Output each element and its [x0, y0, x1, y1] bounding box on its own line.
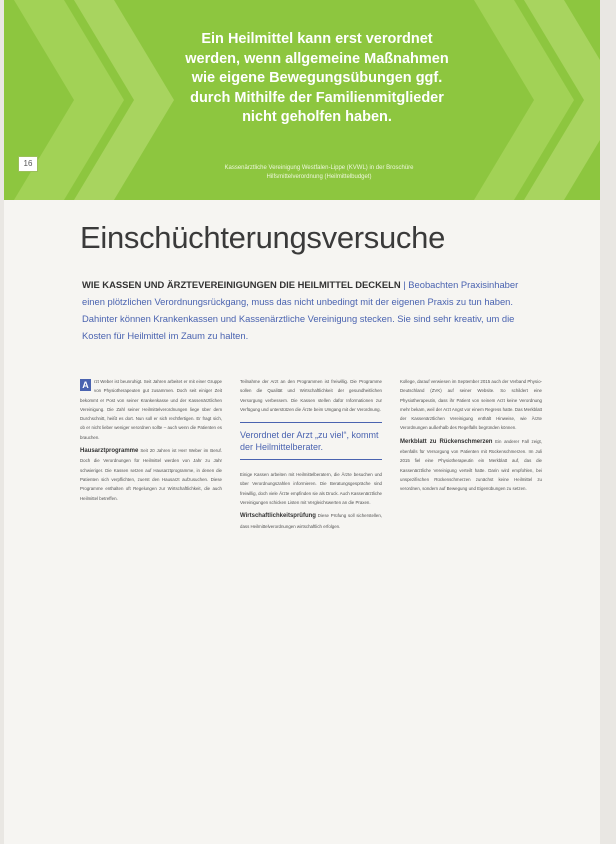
magazine-page	[4, 0, 600, 844]
col1-subheading: Hausarztprogramme	[80, 448, 139, 455]
col3-paragraph-1: Kollege, darauf verwiesen im September 2015 auch der Verband Physio-Deutschland (ZVK) auf seiner Website. So schildert eine Physiotherapeutin, dass ihr Patient von seinem Arzt keine Verordnung mehr bekam, weil der Arzt Angst vor einem Regress hatte. Das Merkblatt der Kassenärztlichen Vereinigung enthält Hinweise, wie Ärzte Verordnungen außerhalb des Regelfalls begründen können.	[400, 379, 542, 431]
col2-text-3: Diese Prüfung soll sicherstellen, dass Heilmittelverordnungen wirtschaftlich erfolgen.	[240, 513, 382, 529]
intro-separator: |	[400, 279, 409, 290]
col1-paragraph-2	[80, 446, 222, 503]
pull-quote: Verordnet der Arzt „zu viel“, kommt der Heilmittelberater.	[240, 422, 382, 460]
quote-banner	[4, 0, 600, 200]
intro-body: Beobachten Praxisinhaber einen plötzlichen Verordnungsrückgang, muss das nicht unbedingt mit der eigenen Praxis zu tun haben. Dahinter können Krankenkassen und Kassenärztliche Vereinigung stecken. Sie sind sehr kreativ, um die Kosten für Heilmittel im Zaum zu halten.	[82, 279, 519, 341]
col3-paragraph-2	[400, 437, 542, 494]
col2-paragraph-2: Einige Kassen arbeiten mit Heilmittelberatern, die Ärzte besuchen und über Verordnungszahlen informieren. Die Beratungsgespräche sind freiwillig, doch viele Ärzte empfinden sie als Druck. Auch Kassenärztliche Vereinigungen schicken Listen mit Vergleichswerten an die Praxen.	[240, 472, 382, 506]
col2-paragraph-1: Teilnahme der Arzt an den Programmen ist freiwillig. Die Programme sollen die Qualität und Wirtschaftlichkeit der gesundheitlichen Versorgung verbessern. Die Kassen stellen dafür Informationen zur Verfügung und unterstützen die Ärzte beim Umgang mit der Verordnung.	[240, 379, 382, 412]
col2-paragraph-3	[240, 511, 382, 531]
col1-paragraph-1	[80, 377, 222, 442]
page-number: 16	[18, 156, 38, 172]
col2-subheading: Wirtschaftlichkeitsprüfung	[240, 513, 316, 520]
text-column-1	[80, 377, 222, 507]
col3-subheading: Merkblatt zu Rückenschmerzen	[400, 438, 493, 445]
banner-quote-source: Kassenärztliche Vereinigung Westfalen-Lippe (KVWL) in der Broschüre Hilfsmittelverordnung (Heilmittelbudget)	[224, 165, 414, 180]
article-intro	[82, 276, 522, 344]
intro-lead: WIE KASSEN UND ÄRZTEVEREINIGUNGEN DIE HEILMITTEL DECKELN	[82, 279, 401, 290]
col1-text-1: rzt Weber ist beunruhigt. Seit Jahren arbeitet er mit einer Gruppe von Physiotherapeuten gut zusammen. Doch seit einiger Zeit bekommt er Post von seiner Krankenkasse und der Kassenärztlichen Vereinigung. Die Zahl seiner Heilmittelverordnungen liege über dem Durchschnitt, heißt es dort. Nun soll er sich rechtfertigen. Er fragt sich, ob er nicht lieber weniger verordnen sollte – auch wenn die Patienten es brauchen.	[80, 379, 222, 440]
text-column-2	[240, 377, 382, 535]
drop-cap: A	[80, 379, 91, 391]
col3-text-2: Ein anderer Fall zeigt, ebenfalls für Versorgung von Patienten mit Rückenschmerzen. Im Juli 2015 fiel eine Physiotherapeutin ein Merkblatt auf, das die Kassenärztliche Vereinigung verteilt hatte. Darin wird empfohlen, bei unspezifischen Rückenschmerzen zunächst keine Heilmittel zu verordnen, sondern auf Bewegung und Eigenübungen zu setzen.	[400, 438, 542, 492]
text-column-3	[400, 377, 542, 498]
banner-quote: Ein Heilmittel kann erst verordnet werden, wenn allgemeine Maßnahmen wie eigene Bewegungsübungen ggf. durch Mithilfe der Familienmitglieder nicht geholfen haben.	[185, 31, 449, 125]
col1-text-2: Seit 20 Jahren ist Herr Weber im Beruf. Doch die Verordnungen für Heilmittel werden von Jahr zu Jahr schwieriger. Die Kassen setzen auf Hausarztprogramme, in denen die Patienten sich verpflichten, zuerst den Hausarzt aufzusuchen. Diese Programme enthalten oft Regelungen zur Wirtschaftlichkeit, die auch Heilmittel betreffen.	[80, 448, 222, 501]
article-title: Einschüchterungsversuche	[80, 220, 446, 255]
